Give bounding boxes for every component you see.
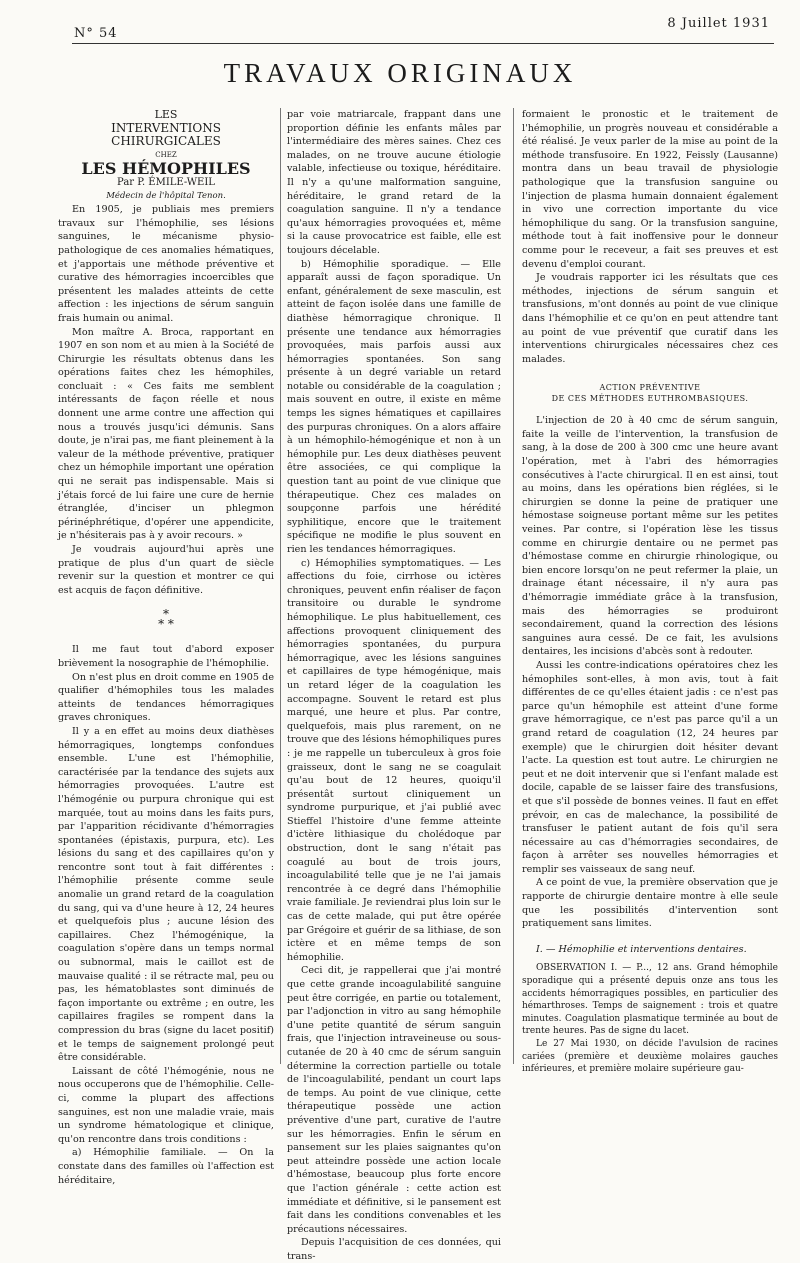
paragraph: Il y a en effet au moins deux diathèses hémorragiques, longtemps confondues ensemble. L'une est l'hémophilie, caractérisée par la tendance des sujets aux hémorragies provoquées. L'autre est l'hémogénie ou purpura chronique qui est marquée, tout au moins dans les faits purs, par l'apparition récidivante d'hémorragies spontanées (épistaxis, purpura, etc). Les lésions du sang et des capillaires qu'on y rencontre sont tout à fait différentes : l'hémophilie présente comme seule anomalie un grand retard de la coagulation du sang, qui va d'une heure à 12, 24 heures et quelquefois plus ; aucune lésion des capillaires. Chez l'hémogénique, la coagulation s'opère dans un temps normal ou subnormal, mais le caillot est de mauvaise qualité : il se rétracte mal, peu ou pas, les hématoblastes sont diminués de façon importante ou extrême ; en outre, les capillaires fragiles se rompent dans la compression du bras (signe du lacet positif) et le temps de saignement prolongé peut être considérable.: [58, 725, 274, 1064]
section-heading-line-2: DE CES MÉTHODES EUTHROMBASIQUES.: [551, 394, 749, 404]
paragraph: Mon maître A. Broca, rapportant en 1907 en son nom et au mien à la Société de Chirurgie les résultats obtenus dans les opérations faites chez les hémophiles, concluait : « Ces faits me semblent intéressants de façon réelle et nous donnent une arme contre une affection qui nous a trouvés jusqu'ici démunis. Sans doute, je n'irai pas, me fiant pleinement à la valeur de la méthode préventive, pratiquer chez un hémophile important une opération qui ne serait pas indispensable. Mais si j'étais forcé de lui faire une cure de hernie étranglée, d'inciser un phlegmon périnéphrétique, d'opérer une appendicite, je n'hésiterais pas à y avoir recours. »: [58, 326, 274, 542]
column-divider-1: [280, 108, 281, 1064]
paragraph: Laissant de côté l'hémogénie, nous ne nous occuperons que de l'hémophilie. Celle-ci, comme la plupart des affections sanguines, est non une maladie vraie, mais un syndrome hématologique et clinique, qu'on rencontre dans trois conditions :: [58, 1065, 274, 1145]
article-title-chez: CHEZ: [155, 150, 177, 159]
column-3: [522, 108, 778, 1076]
observation-paragraph: Le 27 Mai 1930, on décide l'avulsion de racines cariées (première et deuxième molaires gauches inférieures, et première molaire supérieure gau-: [522, 1039, 778, 1075]
column-2: [287, 108, 501, 1263]
article-author: Par P. ÉMILE-WEIL: [117, 176, 215, 188]
article-author-role: Médecin de l'hôpital Tenon.: [106, 190, 226, 201]
paragraph: Je voudrais aujourd'hui après une pratique de plus d'un quart de siècle revenir sur la question et montrer ce qui est acquis de façon définitive.: [58, 544, 274, 596]
paragraph: Il me faut tout d'abord exposer brièvement la nosographie de l'hémophilie.: [58, 644, 274, 669]
section-heading-line-1: ACTION PRÉVENTIVE: [599, 383, 701, 393]
paragraph: Aussi les contre-indications opératoires chez les hémophiles sont-elles, à mon avis, tout à fait différentes de ce qu'elles étaient jadis : ce n'est pas parce qu'un hémophile est atteint d'une forme grave hémorragique, ce n'est pas parce qu'il a un grand retard de coagulation (12, 24 heures par exemple) que le chirurgien doit hésiter devant l'acte. La question est tout autre. Le chirurgien ne peut et ne doit intervenir que si l'enfant malade est docile, capable de se laisser faire des transfusions, et que s'il possède de bonnes veines. Il faut en effet prévoir, en cas de malechance, la possibilité de transfuser le patient autant de fois qu'il sera nécessaire au cas d'hémorragies secondaires, de façon à arrêter ses nouvelles hémorragies et remplir ses vaisseaux de sang neuf.: [522, 659, 778, 875]
paragraph: On n'est plus en droit comme en 1905 de qualifier d'hémophiles tous les malades atteints de tendances hémorragiques graves chroniques.: [58, 671, 274, 724]
paragraph: Je voudrais rapporter ici les résultats que ces méthodes, injections de sérum sanguin et transfusions, m'ont donnés au point de vue clinique dans l'hémophilie et ce qu'on en peut attendre tant au point de vue préventif que curatif dans les interventions chirurgicales nécessaires chez ces malades.: [522, 272, 778, 365]
issue-number: N° 54: [74, 26, 118, 41]
column-1: [58, 108, 274, 1187]
issue-date: 8 Juillet 1931: [667, 16, 770, 31]
paragraph: c) Hémophilies symptomatiques. — Les affections du foie, cirrhose ou ictères chroniques, peuvent enfin réaliser de façon transitoire ou durable le syndrome hémophilique. Le plus habituellement, ces affections provoquent cliniquement des hémorragies spontanées, du purpura hémorragique, avec les lésions sanguines et capillaires de type hémogénique, mais un retard léger de la coagulation les accompagne. Souvent le retard est plus marqué, une heure et plus. Par contre, quelquefois, mais plus rarement, on ne trouve que des lésions hémophiliques pures : je me rappelle un tuberculeux à gros foie graisseux, dont le sang ne se coagulait qu'au bout de 12 heures, quoiqu'il présentât surtout cliniquement un syndrome purpurique, et j'ai publié avec Stieffel l'histoire d'une femme atteinte d'ictère lithiasique du cholédoque par obstruction, dont le sang n'était pas coagulé au bout de trois jours, incoagulabilité telle que je ne l'ai jamais rencontrée à ce degré dans l'hémophilie vraie familiale. Je reviendrai plus loin sur le cas de cette malade, qui put être opérée par Grégoire et guérir de sa lithiase, de son ictère et en même temps de son hémophilie.: [287, 557, 501, 963]
article-title-les: LES: [154, 108, 178, 121]
section-separator-stars: * * *: [158, 607, 174, 632]
paragraph: Ceci dit, je rappellerai que j'ai montré que cette grande incoagulabilité sanguine peut être corrigée, en partie ou totalement, par l'adjonction in vitro au sang hémophile d'une petite quantité de sérum sanguin frais, que l'injection intraveineuse ou sous-cutanée de 20 à 40 cmc de sérum sanguin détermine la correction partielle ou totale de l'incoagulabilité, pendant un court laps de temps. Au point de vue clinique, cette thérapeutique possède une action préventive d'une part, curative de l'autre sur les hémorragies. Enfin le sérum en pansement sur les plaies saignantes qu'on peut atteindre possède une action locale d'hémostase, beaucoup plus forte encore que l'action générale : cette action est immédiate et définitive, si le pansement est fait dans les conditions convenables et les précautions nécessaires.: [287, 965, 501, 1235]
subsection-heading: I. — Hémophilie et interventions dentaires.: [536, 943, 747, 955]
paragraph: L'injection de 20 à 40 cmc de sérum sanguin, faite la veille de l'intervention, la transfusion de sang, à la dose de 200 à 300 cmc une heure avant l'opération, met à l'abri des hémorragies consécutives à l'acte chirurgical. Il en est ainsi, tout au moins, dans les opérations bien réglées, si le chirurgien se donne la peine de pratiquer une hémostase soigneuse portant même sur les petites veines. Par contre, si l'opération lèse les tissus comme en chirurgie dentaire ou ne permet pas d'hémostase comme en chirurgie rhinologique, ou bien encore lorsqu'on ne peut refermer la plaie, un drainage étant nécessaire, il n'y aura pas d'hémorragie immédiate grâce à la transfusion, mais des hémorragies se produiront secondairement, quand la correction des lésions sanguines aura cessé. De ce fait, les avulsions dentaires, les incisions d'abcès sont à redouter.: [522, 415, 778, 658]
header-rule: [72, 43, 774, 44]
column-divider-2: [513, 108, 514, 1064]
paragraph: formaient le pronostic et le traitement de l'hémophilie, un progrès nouveau et considérable a été réalisé. Je veux parler de la mise au point de la méthode transfusoire. En 1922, Feissly (Lausanne) montra dans un beau travail de physiologie pathologique que la transfusion sanguine ou l'injection de plasma humain donnaient également in vivo une correction importante du vice hémophilique du sang. Or la transfusion sanguine, méthode tout à fait inoffensive pour le donneur comme pour le receveur, a fait ses preuves et est devenu d'emploi courant.: [522, 109, 778, 270]
paragraph: a) Hémophilie familiale. — On la constate dans des familles où l'affection est héréditaire,: [58, 1147, 274, 1186]
section-title: TRAVAUX ORIGINAUX: [223, 58, 577, 88]
article-title-hemophiles: LES HÉMOPHILES: [81, 159, 251, 179]
paragraph: En 1905, je publiais mes premiers travaux sur l'hémophilie, ses lésions sanguines, le mécanisme physio-pathologique de ces anomalies hématiques, et j'apportais une méthode préventive et curative des hémorragies incoercibles que présentent les malades atteints de cette affection : les injections de sérum sanguin frais humain ou animal.: [58, 204, 274, 324]
section-heading-action: [522, 382, 778, 404]
paragraph: A ce point de vue, la première observation que je rapporte de chirurgie dentaire montre à elle seule que les possibilités d'intervention sont pratiquement sans limites.: [522, 877, 778, 930]
paragraph: b) Hémophilie sporadique. — Elle apparaît aussi de façon sporadique. Un enfant, généralement de sexe masculin, est atteint de façon isolée dans une famille de diathèse hémorragique chronique. Il présente une tendance aux hémorragies provoquées, mais parfois aussi aux hémorragies spontanées. Son sang présente à un degré variable un retard notable ou considérable de la coagulation ; mais souvent en outre, il existe en même temps les signes hématiques et capillaires des purpuras chroniques. On a alors affaire à un hémophilo-hémogénique et non à un hémophile pur. Les deux diathèses peuvent être associées, ce qui complique la question tant au point de vue clinique que thérapeutique. Chez ces malades on soupçonne parfois une hérédité syphilitique, encore que le traitement spécifique ne modifie le plus souvent en rien les tendances hémorragiques.: [287, 258, 501, 555]
observation-paragraph: OBSERVATION I. — P..., 12 ans. Grand hémophile sporadique qui a présenté depuis onze ans tous les accidents hémorragiques possibles, en particulier des hémarthroses. Temps de saignement : trois et quatre minutes. Coagulation plasmatique terminée au bout de trente heures. Pas de signe du lacet.: [522, 963, 778, 1037]
paragraph: par voie matriarcale, frappant dans une proportion définie les enfants mâles par l'intermédiaire des mères saines. Chez ces malades, on ne trouve aucune étiologie valable, infectieuse ou toxique, héréditaire. Il n'y a qu'une malformation sanguine, héréditaire, le grand retard de la coagulation sanguine. Il n'y a tendance qu'aux hémorragies provoquées et, même si la cause provocatrice est faible, elle est toujours décelable.: [287, 109, 501, 256]
article-title-interventions: INTERVENTIONS CHIRURGICALES: [111, 120, 221, 149]
paragraph: Depuis l'acquisition de ces données, qui trans-: [287, 1237, 501, 1262]
